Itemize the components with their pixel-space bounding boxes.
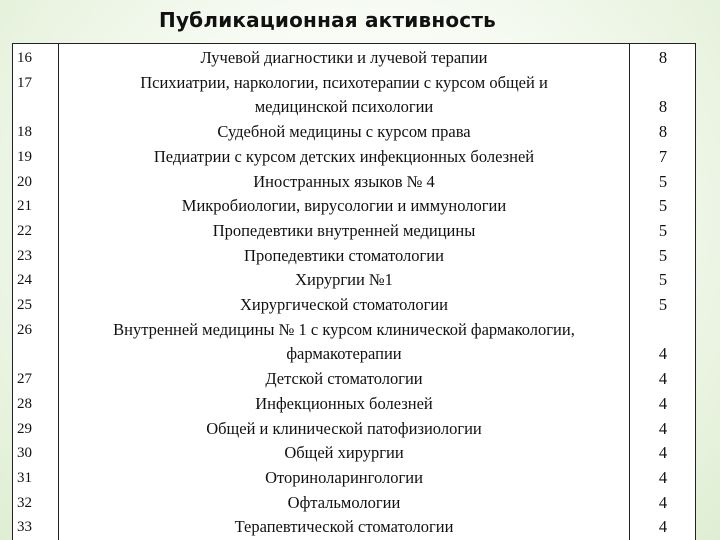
table-row [13, 293, 695, 318]
department-name: Общей и клинической патофизиологии [206, 418, 482, 438]
table-row [13, 170, 695, 195]
row-number: 26 [17, 321, 32, 338]
publication-count: 8 [658, 48, 668, 67]
table-row [13, 268, 695, 293]
department-name: Терапевтической стоматологии [234, 517, 454, 537]
table-row [13, 120, 695, 145]
department-name: Общей хирургии [284, 443, 404, 463]
department-name: Педиатрии с курсом детских инфекционных болезней [153, 146, 535, 166]
table-row [13, 515, 695, 540]
publication-count: 4 [658, 517, 668, 537]
row-number: 23 [17, 247, 32, 264]
department-name: Оториноларингологии [265, 467, 423, 487]
department-name: Иностранных языков № 4 [253, 171, 435, 191]
table-row [13, 46, 695, 71]
table-row [13, 466, 695, 491]
publication-count: 4 [658, 443, 668, 463]
publication-table [12, 43, 696, 540]
table-row [13, 417, 695, 442]
table-row [13, 145, 695, 170]
department-name: фармакотерапии [286, 344, 402, 364]
table-row [13, 318, 695, 367]
publication-count: 5 [658, 220, 668, 240]
publication-count: 5 [658, 270, 668, 290]
row-number: 33 [17, 519, 32, 536]
page-title: Публикационная активность [159, 8, 496, 32]
department-name: Судебной медицины с курсом права [217, 122, 471, 142]
table-row [13, 219, 695, 244]
row-number: 30 [17, 445, 32, 462]
publication-count: 7 [658, 146, 668, 166]
department-name: Пропедевтики стоматологии [244, 245, 444, 265]
publication-count: 4 [658, 369, 668, 389]
publication-count: 4 [658, 418, 668, 438]
publication-count: 4 [658, 492, 668, 512]
row-number: 20 [17, 173, 32, 190]
publication-count: 4 [658, 393, 668, 413]
department-name: Внутренней медицины № 1 с курсом клинической фармакологии, [113, 319, 575, 339]
row-number: 29 [17, 420, 32, 437]
department-name: Хирургической стоматологии [239, 295, 449, 314]
table-row [13, 392, 695, 417]
table-row [13, 244, 695, 269]
department-name: Психиатрии, наркологии, психотерапии с курсом общей и [140, 72, 548, 92]
publication-count: 8 [658, 97, 668, 117]
row-number: 21 [17, 198, 32, 215]
row-number: 31 [17, 469, 32, 486]
department-name: Лучевой диагностики и лучевой терапии [200, 48, 488, 67]
row-number: 24 [17, 272, 32, 289]
row-number: 19 [17, 148, 32, 165]
department-name: Инфекционных болезней [255, 393, 433, 413]
table-row [13, 71, 695, 120]
department-name: Микробиологии, вирусологии и иммунологии [181, 196, 507, 216]
publication-count: 4 [658, 467, 668, 487]
department-name: Офтальмологии [287, 492, 401, 512]
row-number: 18 [17, 124, 32, 141]
publication-count: 4 [658, 344, 668, 364]
row-number: 22 [17, 222, 32, 239]
table-row [13, 491, 695, 516]
publication-count: 8 [658, 122, 668, 142]
department-name: Пропедевтики внутренней медицины [212, 220, 476, 240]
department-name: Хирургии №1 [295, 270, 393, 290]
row-number: 17 [17, 74, 32, 91]
row-number: 32 [17, 494, 32, 511]
table-row [13, 441, 695, 466]
publication-count: 5 [658, 295, 668, 314]
table-row [13, 367, 695, 392]
publication-count: 5 [658, 196, 668, 216]
publication-count: 5 [658, 171, 668, 191]
publication-count: 5 [658, 245, 668, 265]
table-row [13, 194, 695, 219]
department-name: Детской стоматологии [265, 369, 423, 389]
row-number: 28 [17, 395, 32, 412]
row-number: 25 [17, 297, 32, 313]
row-number: 27 [17, 371, 32, 388]
row-number: 16 [17, 50, 32, 66]
department-name: медицинской психологии [254, 97, 434, 117]
